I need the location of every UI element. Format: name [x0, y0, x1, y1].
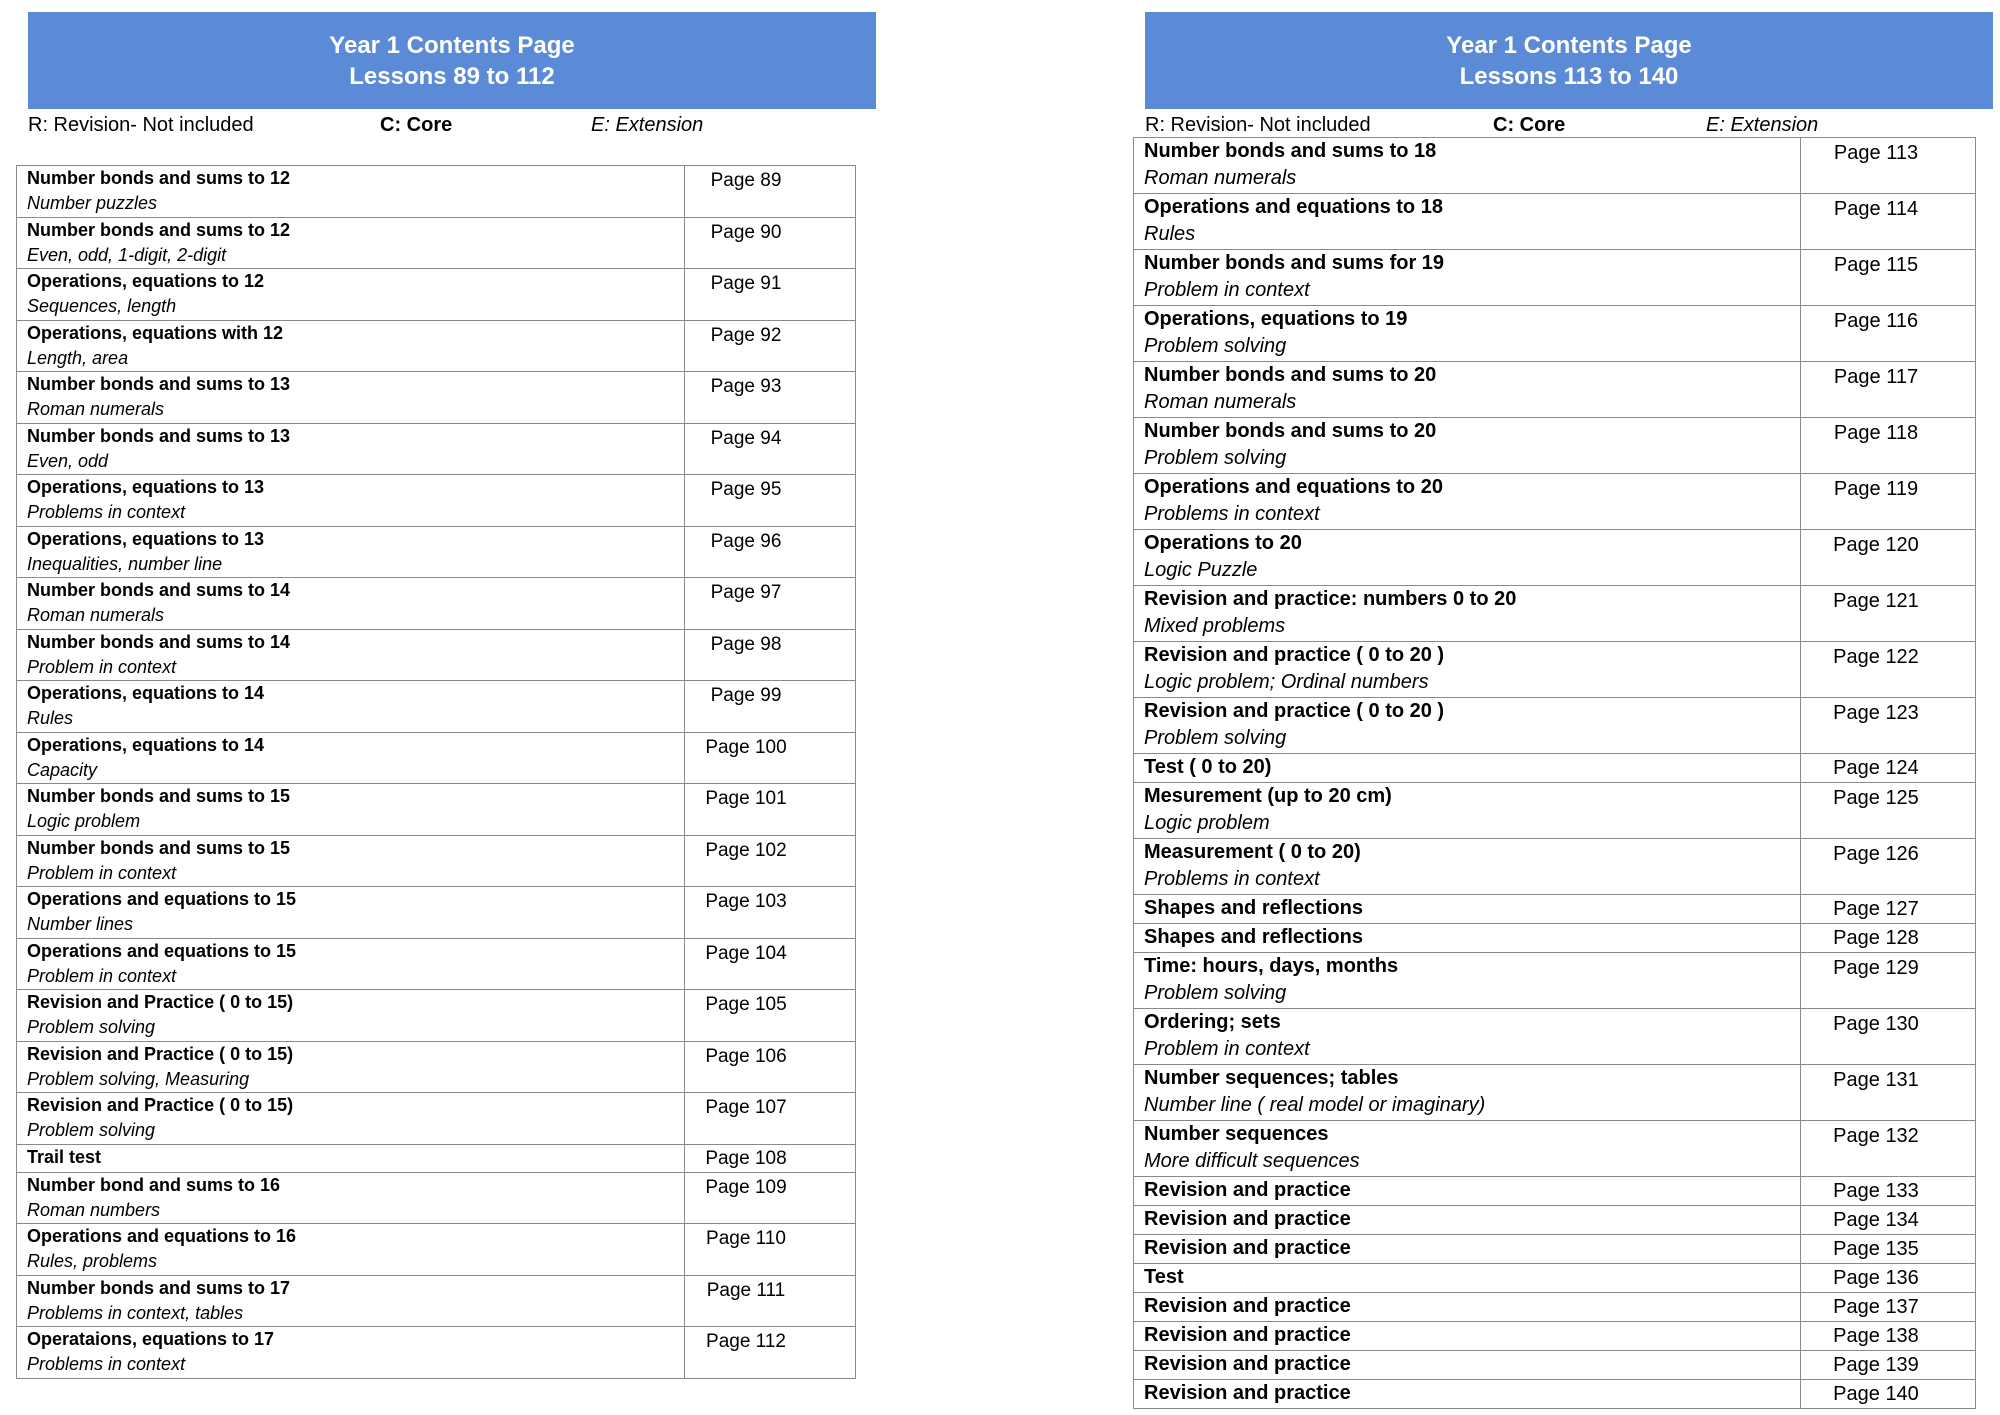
page-number: Page 102 — [685, 835, 856, 887]
table-row — [1134, 1380, 1976, 1409]
lesson-cell — [17, 372, 685, 424]
lesson-title: Operations, equations to 12 — [27, 271, 265, 291]
table-row — [17, 578, 856, 630]
page-number: Page 91 — [685, 269, 856, 321]
lesson-cell — [17, 269, 685, 321]
lesson-title: Number bonds and sums to 13 — [27, 374, 291, 394]
page-number: Page 125 — [1801, 783, 1976, 839]
table-row — [17, 1327, 856, 1379]
lesson-subtitle: Even, odd, 1-digit, 2-digit — [27, 244, 227, 265]
table-row — [17, 1275, 856, 1327]
table-row — [17, 1144, 856, 1172]
lesson-subtitle: Problems in context, tables — [27, 1302, 244, 1323]
table-row — [1134, 194, 1976, 250]
table-row — [17, 526, 856, 578]
page-number: Page 121 — [1801, 586, 1976, 642]
lesson-subtitle: Logic Puzzle — [1144, 559, 1258, 581]
lesson-cell — [17, 320, 685, 372]
table-row — [17, 681, 856, 733]
lesson-title: Number bonds and sums to 18 — [1144, 140, 1437, 162]
lesson-cell — [17, 423, 685, 475]
lesson-cell — [17, 1144, 685, 1172]
lesson-subtitle: Mixed problems — [1144, 615, 1286, 637]
table-row — [1134, 1206, 1976, 1235]
table-row — [1134, 1351, 1976, 1380]
page-number: Page 94 — [685, 423, 856, 475]
page-number: Page 107 — [685, 1093, 856, 1145]
page-number: Page 104 — [685, 938, 856, 990]
lesson-title: Number bonds and sums to 13 — [27, 425, 291, 446]
lesson-title: Ordering; sets — [1144, 1011, 1281, 1033]
lesson-cell — [17, 835, 685, 887]
lesson-cell — [1134, 418, 1801, 474]
lesson-cell — [17, 1093, 685, 1145]
legend-extension: E: Extension — [1706, 114, 1819, 136]
lesson-cell — [1134, 362, 1801, 418]
lesson-cell — [17, 681, 685, 733]
contents-table — [1133, 137, 1976, 1409]
lesson-title: Revision and practice — [1144, 1208, 1351, 1230]
lesson-title: Time: hours, days, months — [1144, 955, 1399, 977]
lesson-title: Operations and equations to 15 — [27, 889, 297, 909]
lesson-title: Revision and practice — [1144, 1324, 1351, 1346]
table-row — [17, 423, 856, 475]
table-row — [1134, 306, 1976, 362]
lesson-title: Number bonds and sums to 12 — [27, 219, 291, 240]
lesson-title: Revision and practice — [1144, 1179, 1351, 1201]
lesson-cell — [1134, 586, 1801, 642]
page-number: Page 137 — [1801, 1293, 1976, 1322]
legend-core: C: Core — [380, 114, 453, 136]
table-row — [17, 887, 856, 939]
lesson-title: Revision and practice — [1144, 1237, 1351, 1259]
page-number: Page 99 — [685, 681, 856, 733]
table-row — [1134, 586, 1976, 642]
lesson-cell — [17, 1275, 685, 1327]
lesson-title: Operations and equations to 20 — [1144, 476, 1443, 498]
page-number: Page 118 — [1801, 418, 1976, 474]
page-number: Page 133 — [1801, 1177, 1976, 1206]
lesson-cell — [1134, 1206, 1801, 1235]
page-number: Page 122 — [1801, 642, 1976, 698]
page-number: Page 101 — [685, 784, 856, 836]
lesson-subtitle: Inequalities, number line — [27, 553, 223, 574]
lesson-title: Operations, equations to 14 — [27, 683, 265, 703]
lesson-title: Number sequences — [1144, 1123, 1329, 1145]
lesson-title: Shapes and reflections — [1144, 926, 1363, 948]
page-title: Year 1 Contents Page — [1446, 31, 1692, 59]
table-row — [17, 1224, 856, 1276]
page-number: Page 132 — [1801, 1121, 1976, 1177]
page-number: Page 114 — [1801, 194, 1976, 250]
table-row — [1134, 1065, 1976, 1121]
table-row — [17, 269, 856, 321]
table-row — [17, 1172, 856, 1224]
lesson-cell — [1134, 698, 1801, 754]
lesson-title: Operations and equations to 18 — [1144, 196, 1443, 218]
lesson-title: Revision and Practice ( 0 to 15) — [27, 1095, 294, 1115]
lesson-cell — [1134, 783, 1801, 839]
lesson-subtitle: Problem in context — [1144, 1038, 1310, 1060]
lesson-cell — [1134, 1264, 1801, 1293]
page-number: Page 115 — [1801, 250, 1976, 306]
page-number: Page 136 — [1801, 1264, 1976, 1293]
lesson-title: Test ( 0 to 20) — [1144, 756, 1272, 778]
lesson-cell — [17, 1327, 685, 1379]
page-number: Page 134 — [1801, 1206, 1976, 1235]
lesson-cell — [1134, 1177, 1801, 1206]
table-row — [1134, 1235, 1976, 1264]
page-number: Page 131 — [1801, 1065, 1976, 1121]
lesson-cell — [17, 1041, 685, 1093]
lesson-subtitle: Rules — [1144, 223, 1196, 245]
page-number: Page 108 — [685, 1144, 856, 1172]
lesson-title: Number bonds and sums to 17 — [27, 1277, 291, 1298]
lesson-cell — [17, 526, 685, 578]
lesson-subtitle: Roman numerals — [1144, 167, 1297, 189]
lesson-subtitle: Problems in context — [27, 1354, 186, 1374]
table-row — [1134, 953, 1976, 1009]
lesson-cell — [1134, 1293, 1801, 1322]
lesson-subtitle: Rules, problems — [27, 1251, 158, 1271]
lesson-cell — [1134, 530, 1801, 586]
lesson-title: Mesurement (up to 20 cm) — [1144, 785, 1392, 807]
lesson-title: Operations and equations to 15 — [27, 940, 297, 961]
lesson-cell — [1134, 1322, 1801, 1351]
page-number: Page 109 — [685, 1172, 856, 1224]
page-number: Page 112 — [685, 1327, 856, 1379]
table-row — [17, 166, 856, 218]
lesson-subtitle: Problem in context — [27, 862, 177, 883]
table-row — [1134, 474, 1976, 530]
lesson-cell — [1134, 474, 1801, 530]
table-row — [17, 372, 856, 424]
lesson-title: Revision and practice ( 0 to 20 ) — [1144, 700, 1445, 722]
lesson-title: Revision and practice: numbers 0 to 20 — [1144, 588, 1517, 610]
table-row — [1134, 1177, 1976, 1206]
lesson-subtitle: Problem solving — [27, 1017, 156, 1037]
lesson-title: Revision and practice — [1144, 1382, 1351, 1404]
page-subtitle: Lessons 113 to 140 — [1459, 62, 1679, 90]
page-number: Page 96 — [685, 526, 856, 578]
lesson-subtitle: Capacity — [27, 759, 98, 780]
lesson-subtitle: Logic problem; Ordinal numbers — [1144, 671, 1429, 693]
lesson-cell — [1134, 642, 1801, 698]
lesson-cell — [17, 784, 685, 836]
lesson-subtitle: Problems in context — [1144, 868, 1320, 890]
lesson-title: Operations, equations to 13 — [27, 477, 265, 497]
lesson-cell — [17, 1224, 685, 1276]
lesson-cell — [17, 1172, 685, 1224]
lesson-cell — [1134, 1121, 1801, 1177]
table-row — [17, 835, 856, 887]
page-number: Page 116 — [1801, 306, 1976, 362]
legend-revision: R: Revision- Not included — [28, 114, 254, 136]
page-number: Page 92 — [685, 320, 856, 372]
lesson-title: Number bonds and sums to 14 — [27, 631, 291, 652]
lesson-cell — [17, 887, 685, 939]
page-number: Page 135 — [1801, 1235, 1976, 1264]
table-row — [17, 938, 856, 990]
lesson-subtitle: Roman numerals — [27, 605, 165, 625]
table-row — [1134, 138, 1976, 194]
lesson-title: Test — [1144, 1266, 1184, 1288]
lesson-subtitle: More difficult sequences — [1144, 1150, 1360, 1172]
lesson-cell — [17, 938, 685, 990]
lesson-title: Trail test — [27, 1146, 102, 1167]
page-number: Page 106 — [685, 1041, 856, 1093]
lesson-cell — [1134, 250, 1801, 306]
lesson-cell — [1134, 953, 1801, 1009]
page-title: Year 1 Contents Page — [329, 31, 575, 59]
page-number: Page 98 — [685, 629, 856, 681]
lesson-cell — [17, 166, 685, 218]
page-number: Page 95 — [685, 475, 856, 527]
page-number: Page 140 — [1801, 1380, 1976, 1409]
lesson-title: Operations and equations to 16 — [27, 1226, 297, 1246]
lesson-cell — [17, 578, 685, 630]
lesson-title: Operations, equations to 13 — [27, 528, 265, 549]
page-number: Page 97 — [685, 578, 856, 630]
lesson-subtitle: Even, odd — [27, 450, 109, 471]
page-number: Page 139 — [1801, 1351, 1976, 1380]
lesson-subtitle: Problem in context — [27, 965, 177, 986]
lesson-title: Operations, equations with 12 — [27, 322, 284, 343]
lesson-subtitle: Logic problem — [1144, 812, 1270, 834]
lesson-title: Number bonds and sums to 14 — [27, 580, 291, 600]
table-row — [1134, 1009, 1976, 1065]
lesson-subtitle: Logic problem — [27, 811, 141, 831]
lesson-subtitle: Problem in context — [1144, 279, 1310, 301]
lesson-subtitle: Problem solving — [1144, 335, 1287, 357]
lesson-subtitle: Roman numerals — [27, 399, 165, 419]
table-row — [1134, 698, 1976, 754]
lesson-title: Number bonds and sums to 12 — [27, 168, 291, 188]
page-number: Page 93 — [685, 372, 856, 424]
lesson-subtitle: Roman numerals — [1144, 391, 1297, 413]
lesson-cell — [1134, 1351, 1801, 1380]
lesson-cell — [1134, 1009, 1801, 1065]
page-number: Page 138 — [1801, 1322, 1976, 1351]
lesson-title: Revision and practice — [1144, 1295, 1351, 1317]
lesson-cell — [17, 990, 685, 1042]
lesson-subtitle: Rules — [27, 708, 74, 728]
page-number: Page 113 — [1801, 138, 1976, 194]
table-row — [1134, 418, 1976, 474]
lesson-cell — [17, 475, 685, 527]
table-row — [17, 990, 856, 1042]
lesson-title: Number bonds and sums for 19 — [1144, 252, 1445, 274]
legend-core: C: Core — [1493, 114, 1566, 136]
page-number: Page 117 — [1801, 362, 1976, 418]
page-number: Page 100 — [685, 732, 856, 784]
legend-extension: E: Extension — [591, 114, 704, 136]
table-row — [1134, 783, 1976, 839]
legend — [28, 112, 876, 138]
lesson-title: Measurement ( 0 to 20) — [1144, 841, 1361, 863]
lesson-subtitle: Problem solving — [1144, 982, 1287, 1004]
lesson-subtitle: Problem in context — [27, 656, 177, 677]
lesson-cell — [17, 629, 685, 681]
lesson-title: Revision and Practice ( 0 to 15) — [27, 1043, 294, 1064]
page-number: Page 90 — [685, 217, 856, 269]
page-number: Page 120 — [1801, 530, 1976, 586]
lesson-cell — [1134, 1380, 1801, 1409]
page-number: Page 89 — [685, 166, 856, 218]
lesson-cell — [17, 217, 685, 269]
contents-table — [16, 165, 856, 1379]
lesson-cell — [1134, 839, 1801, 895]
table-row — [1134, 530, 1976, 586]
lesson-title: Number bonds and sums to 15 — [27, 837, 291, 858]
table-row — [1134, 754, 1976, 783]
table-row — [1134, 1264, 1976, 1293]
lesson-title: Operataions, equations to 17 — [27, 1329, 275, 1349]
table-row — [1134, 1121, 1976, 1177]
lesson-cell — [1134, 895, 1801, 924]
lesson-cell — [1134, 1235, 1801, 1264]
lesson-cell — [1134, 754, 1801, 783]
table-row — [1134, 1293, 1976, 1322]
lesson-cell — [1134, 306, 1801, 362]
lesson-subtitle: Problem solving — [1144, 727, 1287, 749]
lesson-title: Revision and practice — [1144, 1353, 1351, 1375]
table-row — [1134, 839, 1976, 895]
page-title-banner — [28, 12, 876, 109]
lesson-subtitle: Number puzzles — [27, 193, 158, 213]
lesson-cell — [17, 732, 685, 784]
lesson-cell — [1134, 1065, 1801, 1121]
lesson-title: Number bonds and sums to 15 — [27, 786, 291, 806]
table-row — [17, 629, 856, 681]
lesson-title: Shapes and reflections — [1144, 897, 1363, 919]
legend-revision: R: Revision- Not included — [1145, 114, 1371, 136]
lesson-title: Operations to 20 — [1144, 532, 1302, 554]
lesson-title: Number bonds and sums to 20 — [1144, 364, 1437, 386]
page-number: Page 130 — [1801, 1009, 1976, 1065]
page-number: Page 129 — [1801, 953, 1976, 1009]
table-row — [17, 475, 856, 527]
page-number: Page 124 — [1801, 754, 1976, 783]
lesson-cell — [1134, 924, 1801, 953]
table-row — [17, 217, 856, 269]
lesson-subtitle: Number lines — [27, 914, 134, 934]
page-subtitle: Lessons 89 to 112 — [349, 62, 555, 90]
page-number: Page 127 — [1801, 895, 1976, 924]
legend — [1145, 112, 1993, 138]
lesson-title: Revision and practice ( 0 to 20 ) — [1144, 644, 1445, 666]
table-row — [17, 1041, 856, 1093]
lesson-title: Number bond and sums to 16 — [27, 1174, 281, 1195]
table-row — [17, 1093, 856, 1145]
table-row — [1134, 642, 1976, 698]
page-number: Page 123 — [1801, 698, 1976, 754]
table-row — [1134, 895, 1976, 924]
page-number: Page 103 — [685, 887, 856, 939]
lesson-title: Operations, equations to 14 — [27, 734, 265, 755]
lesson-subtitle: Length, area — [27, 347, 129, 368]
lesson-subtitle: Problem solving, Measuring — [27, 1068, 250, 1089]
table-row — [17, 320, 856, 372]
page-number: Page 105 — [685, 990, 856, 1042]
lesson-cell — [1134, 138, 1801, 194]
table-row — [17, 784, 856, 836]
page-title-banner — [1145, 12, 1993, 109]
lesson-title: Number sequences; tables — [1144, 1067, 1399, 1089]
page-number: Page 126 — [1801, 839, 1976, 895]
lesson-cell — [1134, 194, 1801, 250]
lesson-title: Revision and Practice ( 0 to 15) — [27, 992, 294, 1012]
page-number: Page 119 — [1801, 474, 1976, 530]
table-row — [1134, 924, 1976, 953]
lesson-subtitle: Problem solving — [1144, 447, 1287, 469]
table-row — [1134, 1322, 1976, 1351]
lesson-subtitle: Roman numbers — [27, 1199, 161, 1220]
lesson-subtitle: Problem solving — [27, 1120, 156, 1140]
lesson-title: Operations, equations to 19 — [1144, 308, 1408, 330]
lesson-subtitle: Number line ( real model or imaginary) — [1144, 1094, 1486, 1116]
page-number: Page 110 — [685, 1224, 856, 1276]
table-row — [17, 732, 856, 784]
lesson-subtitle: Problems in context — [27, 502, 186, 522]
table-row — [1134, 362, 1976, 418]
table-row — [1134, 250, 1976, 306]
page-number: Page 128 — [1801, 924, 1976, 953]
lesson-subtitle: Sequences, length — [27, 296, 177, 316]
lesson-subtitle: Problems in context — [1144, 503, 1320, 525]
page-number: Page 111 — [685, 1275, 856, 1327]
lesson-title: Number bonds and sums to 20 — [1144, 420, 1437, 442]
